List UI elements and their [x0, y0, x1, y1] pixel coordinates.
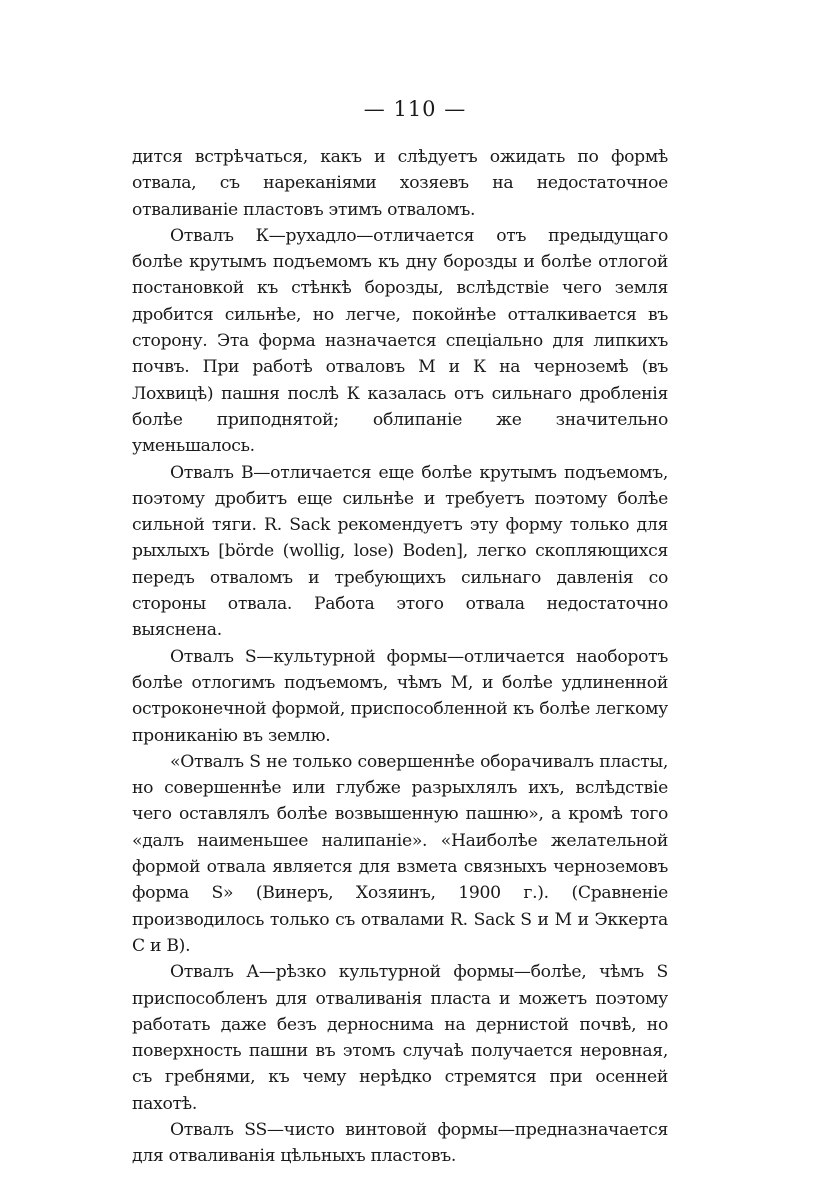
paragraph-6: Отвалъ А—рѣзко культурной формы—болѣе, чѣмъ S приспособленъ для отваливанія пласта и можетъ поэтому работать даже безъ дерноснима на дернистой почвѣ, но поверхность пашни въ этомъ случаѣ получается неровная, съ гребнями, къ чему нерѣдко стремятся при осенней пахотѣ.	[132, 962, 668, 1114]
paragraph-2: Отвалъ К—рухадло—отличается отъ предыдущаго болѣе крутымъ подъемомъ къ дну борозды и болѣе отлогой постановкой къ стѣнкѣ борозды, вслѣдствіе чего земля дробится сильнѣе, но легче, покойнѣе отталкивается въ сторону. Эта форма назначается спеціально для липкихъ почвъ. При работѣ отваловъ М и К на черноземѣ (въ Лохвицѣ) пашня послѣ К казалась отъ сильнаго дробленія болѣе приподнятой; облипаніе же значительно уменьшалось.	[132, 225, 668, 457]
body-text	[132, 144, 668, 1170]
paragraph-3: Отвалъ В—отличается еще болѣе крутымъ подъемомъ, поэтому дробитъ еще сильнѣе и требуетъ поэтому болѣе сильной тяги. R. Sack рекомендуетъ эту форму только для рыхлыхъ [börde (wollig, lose) Boden], легко скопляющихся передъ отваломъ и требующихъ сильнаго давленія со стороны отвала. Работа этого отвала недостаточно выяснена.	[132, 462, 668, 641]
page-number: — 110 —	[363, 97, 467, 121]
paragraph-4: Отвалъ S—культурной формы—отличается наоборотъ болѣе отлогимъ подъемомъ, чѣмъ М, и болѣе удлиненной остроконечной формой, приспособленной къ болѣе легкому прониканію въ землю.	[132, 646, 668, 746]
paragraph-7: Отвалъ SS—чисто винтовой формы—предназначается для отваливанія цѣльныхъ пластовъ.	[132, 1119, 668, 1167]
paragraph-1: дится встрѣчаться, какъ и слѣдуетъ ожидать по формѣ отвала, съ нареканіями хозяевъ на недостаточное отваливаніе пластовъ этимъ отваломъ.	[132, 147, 668, 220]
paragraph-5: «Отвалъ S не только совершеннѣе оборачивалъ пласты, но совершеннѣе или глубже разрыхлялъ ихъ, вслѣдствіе чего оставлялъ болѣе возвышенную пашню», а кромѣ того «далъ наименьшее налипаніе». «Наиболѣе желательной формой отвала является для взмета связныхъ черноземовъ форма S» (Винеръ, Хозяинъ, 1900 г.). (Сравненіе производилось только съ отвалами R. Sack S и М и Эккерта С и В).	[132, 751, 668, 956]
